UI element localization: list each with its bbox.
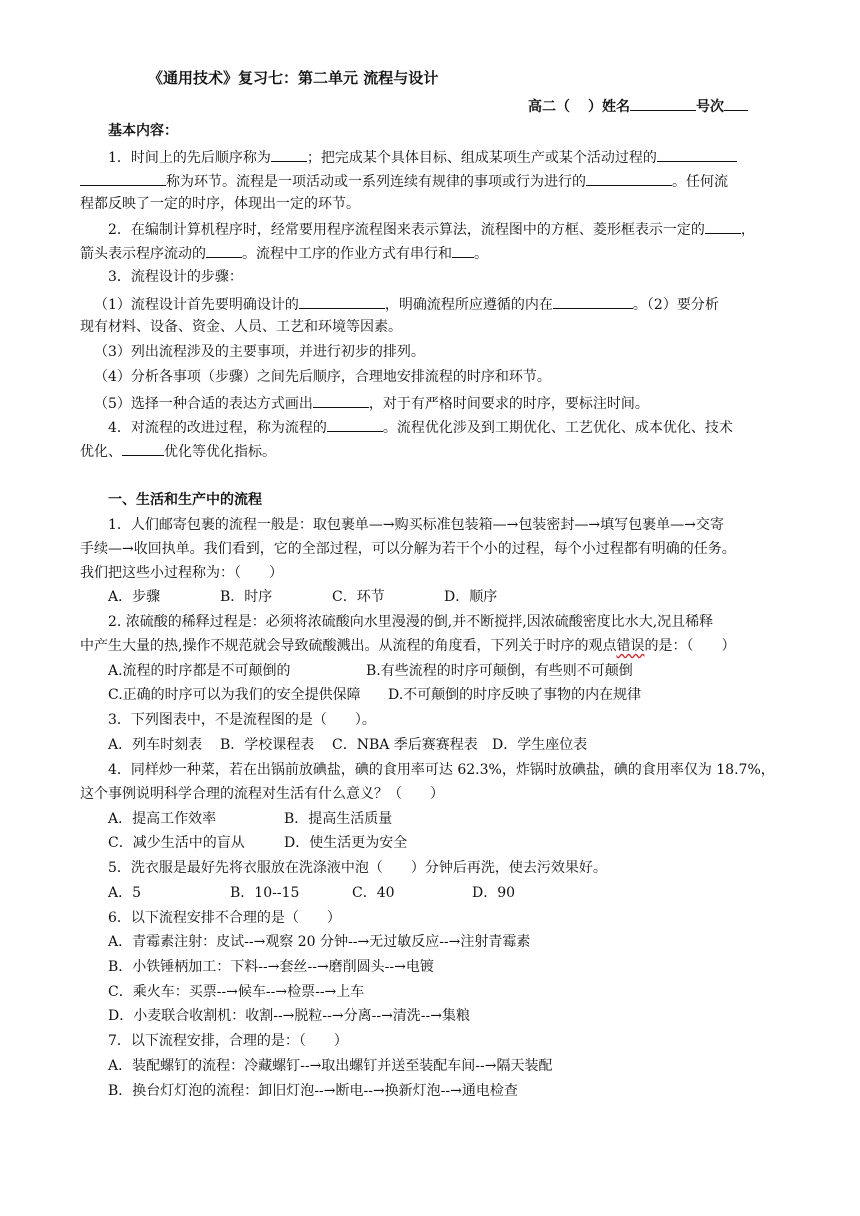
text: ；把完成某个具体目标、组成某项生产或某个活动过程的 bbox=[306, 150, 657, 166]
q3-option-a[interactable]: A．列车时刻表 bbox=[108, 737, 203, 753]
q4-option-a[interactable]: A．提高工作效率 bbox=[108, 811, 217, 827]
section1-heading: 一、生活和生产中的流程 bbox=[108, 492, 262, 508]
q2-line1: 2. 浓硫酸的稀释过程是：必须将浓硫酸向水里漫漫的倒,并不断搅拌,因浓硫酸密度比水大,况且稀释 bbox=[108, 614, 714, 630]
basics-p4-line1 bbox=[108, 416, 780, 438]
text: 箭头表示程序流动的 bbox=[80, 246, 206, 262]
q3-option-c[interactable]: C．NBA 季后赛赛程表 bbox=[332, 737, 478, 753]
q3-option-d[interactable]: D．学生座位表 bbox=[492, 737, 588, 753]
q7-line: 7．以下流程安排，合理的是：（ ） bbox=[108, 1033, 348, 1049]
q6-line: 6．以下流程安排不合理的是（ ） bbox=[108, 910, 341, 926]
basics-p3-step3: （3）列出流程涉及的主要事项，并进行初步的排列。 bbox=[94, 344, 425, 360]
basics-p3-step5 bbox=[94, 392, 794, 414]
q2-option-c[interactable]: C.正确的时序可以为我们的安全提供保障 bbox=[108, 687, 361, 703]
text: 2．在编制计算机程序时，经常要用程序流程图来表示算法，流程图中的方框、菱形框表示一定的 bbox=[108, 222, 705, 238]
fill-blank[interactable] bbox=[206, 242, 242, 258]
basics-p1-line2 bbox=[80, 170, 780, 192]
q5-line: 5．洗衣服是最好先将衣服放在洗涤液中泡（ ）分钟后再洗，使去污效果好。 bbox=[108, 860, 607, 876]
q6-option-c[interactable]: C．乘火车：买票--→候车--→检票--→上车 bbox=[108, 984, 365, 1000]
q1-option-a[interactable]: A．步骤 bbox=[108, 589, 161, 605]
text: 。 bbox=[474, 246, 488, 262]
q5-options bbox=[108, 883, 808, 903]
number-blank[interactable] bbox=[724, 95, 748, 111]
q7-option-a[interactable]: A．装配螺钉的流程：冷藏螺钉--→取出螺钉并送至装配车间--→隔天装配 bbox=[108, 1058, 553, 1074]
q3-option-b[interactable]: B．学校课程表 bbox=[220, 737, 315, 753]
q6-option-d[interactable]: D．小麦联合收割机：收割--→脱粒--→分离--→清洗--→集粮 bbox=[108, 1008, 470, 1024]
q2-line2 bbox=[80, 636, 780, 656]
emphasis-text: 错误 bbox=[616, 638, 645, 654]
text: 4．对流程的改进过程，称为流程的 bbox=[108, 420, 327, 436]
q1-line2: 手续—→收回执单。我们看到，它的全部过程，可以分解为若干个小的过程，每个小过程都有明确的任务。 bbox=[80, 541, 736, 557]
text: 中产生大量的热,操作不规范就会导致硫酸溅出。从流程的角度看，下列关于时序的观点 bbox=[80, 638, 617, 654]
text: ， bbox=[740, 222, 755, 238]
q2-option-a[interactable]: A.流程的时序都是不可颠倒的 bbox=[108, 663, 291, 679]
basics-p1-line1 bbox=[108, 146, 780, 168]
q1-line1: 1．人们邮寄包裹的流程一般是：取包裹单—→购买标准包装箱—→包装密封—→填写包裹单—→交寄 bbox=[108, 517, 724, 533]
fill-blank[interactable] bbox=[657, 146, 737, 162]
basics-p3-step1 bbox=[94, 293, 780, 315]
fill-blank[interactable] bbox=[313, 392, 369, 408]
q3-options bbox=[108, 735, 808, 755]
grade-label: 高二（ bbox=[528, 99, 570, 115]
q3-line: 3．下列图表中，不是流程图的是（ ）。 bbox=[108, 712, 376, 728]
text: （5）选择一种合适的表达方式画出 bbox=[94, 396, 313, 412]
text: 1．时间上的先后顺序称为 bbox=[108, 150, 271, 166]
fill-blank[interactable] bbox=[553, 293, 633, 309]
text: 。（2）要分析 bbox=[632, 297, 719, 313]
basics-p3-step1-cont: 现有材料、设备、资金、人员、工艺和环境等因素。 bbox=[80, 319, 402, 335]
name-label: ）姓名 bbox=[588, 99, 630, 115]
q4-option-d[interactable]: D．使生活更为安全 bbox=[284, 835, 408, 851]
q4-line1: 4．同样炒一种菜，若在出锅前放碘盐，碘的食用率可达 62.3%，炸锅时放碘盐，碘的食用率仅为 18.7%， bbox=[108, 762, 775, 778]
q5-option-d[interactable]: D．90 bbox=[472, 885, 516, 901]
basics-p1-line3: 程都反映了一定的时序，体现出一定的环节。 bbox=[80, 196, 360, 212]
text: 的是：（ ） bbox=[644, 638, 736, 654]
q4-option-c[interactable]: C．减少生活中的盲从 bbox=[108, 835, 245, 851]
q5-option-a[interactable]: A．5 bbox=[108, 885, 142, 901]
name-blank[interactable] bbox=[630, 95, 696, 111]
text: ，明确流程所应遵循的内在 bbox=[384, 297, 553, 313]
text: 。任何流 bbox=[672, 174, 728, 190]
fill-blank[interactable] bbox=[271, 146, 307, 162]
number-label: 号次 bbox=[696, 99, 724, 115]
q2-options-row2 bbox=[108, 685, 808, 705]
text: （1）流程设计首先要明确设计的 bbox=[94, 297, 299, 313]
fill-blank[interactable] bbox=[705, 218, 741, 234]
fill-blank[interactable] bbox=[586, 170, 672, 186]
q4-line2: 这个事例说明科学合理的流程对生活有什么意义？（ ） bbox=[80, 786, 444, 802]
q5-option-b[interactable]: B．10--15 bbox=[230, 885, 300, 901]
text: 优化、 bbox=[80, 444, 122, 460]
q1-option-d[interactable]: D．顺序 bbox=[444, 589, 498, 605]
q4-options-row1 bbox=[108, 809, 808, 829]
basics-p4-line2 bbox=[80, 440, 780, 462]
q2-option-d[interactable]: D.不可颠倒的时序反映了事物的内在规律 bbox=[388, 687, 642, 703]
q6-option-a[interactable]: A．青霉素注射：皮试--→观察 20 分钟--→无过敏反应--→注射青霉素 bbox=[108, 934, 531, 950]
student-info-line bbox=[528, 95, 788, 117]
fill-blank[interactable] bbox=[299, 293, 385, 309]
fill-blank[interactable] bbox=[122, 440, 164, 456]
fill-blank[interactable] bbox=[80, 170, 166, 186]
text: 优化等优化指标。 bbox=[164, 444, 276, 460]
fill-blank[interactable] bbox=[452, 242, 474, 258]
q1-option-b[interactable]: B．时序 bbox=[220, 589, 273, 605]
q4-options-row2 bbox=[108, 833, 808, 853]
text: 。流程中工序的作业方式有串行和 bbox=[242, 246, 452, 262]
basics-p2-line1 bbox=[108, 218, 780, 240]
q1-option-c[interactable]: C．环节 bbox=[332, 589, 385, 605]
basics-p2-line2 bbox=[80, 242, 780, 264]
text: 。流程优化涉及到工期优化、工艺优化、成本优化、技术 bbox=[382, 420, 733, 436]
q2-option-b[interactable]: B.有些流程的时序可颠倒，有些则不可颠倒 bbox=[366, 663, 633, 679]
basics-p3: 3．流程设计的步骤： bbox=[108, 269, 243, 285]
q4-option-b[interactable]: B．提高生活质量 bbox=[284, 811, 393, 827]
text: ，对于有严格时间要求的时序，要标注时间。 bbox=[368, 396, 649, 412]
page-title: 《通用技术》复习七：第二单元 流程与设计 bbox=[148, 69, 439, 87]
fill-blank[interactable] bbox=[327, 416, 383, 432]
q1-options bbox=[108, 587, 808, 607]
q7-option-b[interactable]: B．换台灯灯泡的流程：卸旧灯泡--→断电--→换新灯泡--→通电检查 bbox=[108, 1083, 518, 1099]
q6-option-b[interactable]: B．小铁锤柄加工：下料--→套丝--→磨削圆头--→电镀 bbox=[108, 959, 434, 975]
q1-line3: 我们把这些小过程称为：（ ） bbox=[80, 565, 283, 581]
text: 称为环节。流程是一项活动或一系列连续有规律的事项或行为进行的 bbox=[166, 174, 586, 190]
basics-p3-step4: （4）分析各事项（步骤）之间先后顺序，合理地安排流程的时序和环节。 bbox=[94, 369, 551, 385]
basics-heading: 基本内容： bbox=[108, 123, 178, 139]
q5-option-c[interactable]: C．40 bbox=[352, 885, 395, 901]
q2-options-row1 bbox=[108, 661, 808, 681]
